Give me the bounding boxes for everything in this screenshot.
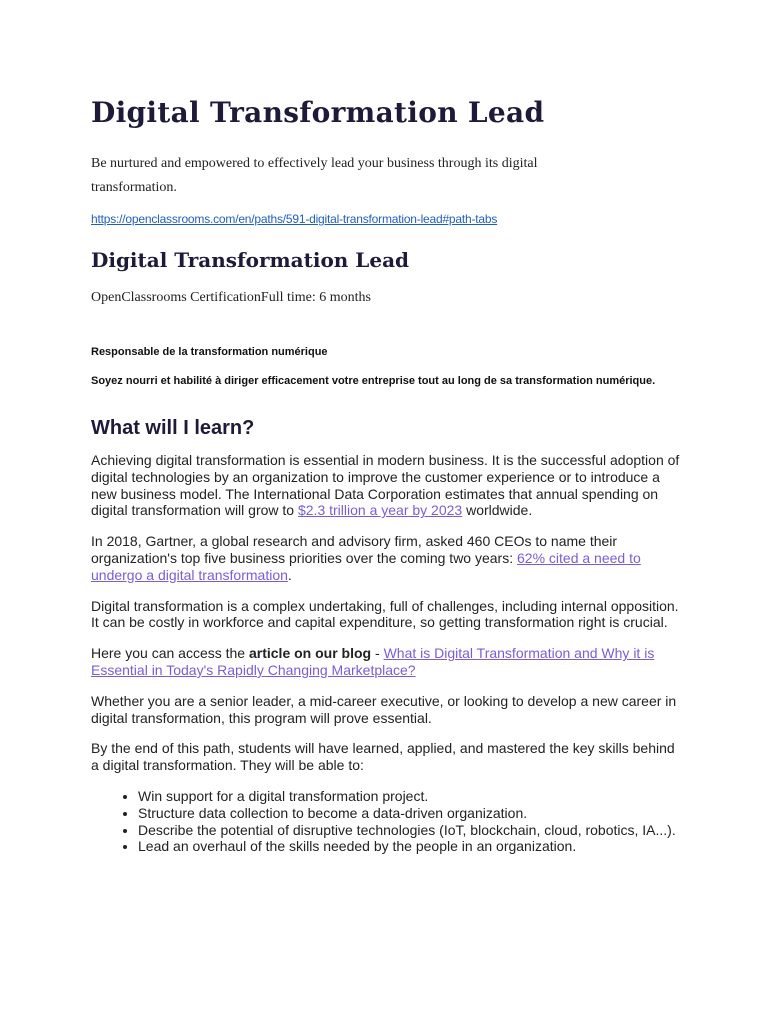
paragraph-gartner-end: . (287, 566, 292, 583)
paragraph-spending-end: worldwide. (462, 502, 533, 519)
paragraph-challenges: Digital transformation is a complex undertaking, full of challenges, including internal opposition. It can be costly in workforce and capital expenditure, so getting transformation right is crucial. (91, 597, 679, 631)
blog-article-link[interactable]: What is Digital Transformation and Why it is Essential in Today's Rapidly Changing Marketplace? (91, 645, 655, 678)
list-item: • Describe the potential of disruptive technologies (IoT, blockchain, cloud, robotics, IA...). (138, 822, 681, 839)
paragraph-gartner (91, 533, 681, 583)
intro-text: Be nurtured and empowered to effectively lead your business through its digital transformation. (91, 156, 538, 195)
paragraph-spending-text: Achieving digital transformation is essential in modern business. It is the successful adoption of digital technologies by an organization to improve the customer experience or to introduce a new business model. The International Data Corporation estimates that annual spending on digital transformation will grow to (91, 452, 680, 519)
page-title: Digital Transformation Lead (91, 96, 545, 129)
list-item: • Win support for a digital transformation project. (138, 788, 681, 805)
program-title: Digital Transformation Lead (91, 248, 410, 272)
spending-stat-link[interactable]: $2.3 trillion a year by 2023 (297, 502, 463, 519)
list-item: • Structure data collection to become a data-driven organization. (138, 805, 681, 822)
blog-separator: - (371, 645, 384, 662)
skills-list (91, 788, 681, 855)
paragraph-blog-text: Here you can access the (91, 645, 249, 662)
paragraph-blog (91, 645, 681, 679)
gartner-stat-link[interactable]: 62% cited a need to undergo a digital transformation (91, 549, 641, 583)
learn-heading: What will I learn? (91, 417, 255, 439)
blog-article-label: article on our blog (248, 645, 372, 662)
paragraph-spending (91, 452, 681, 519)
french-title: Responsable de la transformation numérique (91, 346, 328, 358)
list-item: • Lead an overhaul of the skills needed by the people in an organization. (138, 838, 681, 855)
certification-info: OpenClassrooms CertificationFull time: 6 months (91, 290, 371, 305)
paragraph-gartner-text: In 2018, Gartner, a global research and advisory firm, asked 460 CEOs to name their organization's top five business priorities over the coming two years: (91, 533, 618, 566)
program-url-link[interactable]: https://openclassrooms.com/en/paths/591-digital-transformation-lead#path-tabs (91, 212, 498, 226)
french-description: Soyez nourri et habilité à diriger efficacement votre entreprise tout au long de sa transformation numérique. (91, 375, 656, 387)
paragraph-outcomes: By the end of this path, students will have learned, applied, and mastered the key skills behind a digital transformation. They will be able to: (91, 740, 675, 774)
paragraph-audience: Whether you are a senior leader, a mid-career executive, or looking to develop a new career in digital transformation, this program will prove essential. (91, 692, 677, 726)
learn-body (91, 452, 681, 855)
